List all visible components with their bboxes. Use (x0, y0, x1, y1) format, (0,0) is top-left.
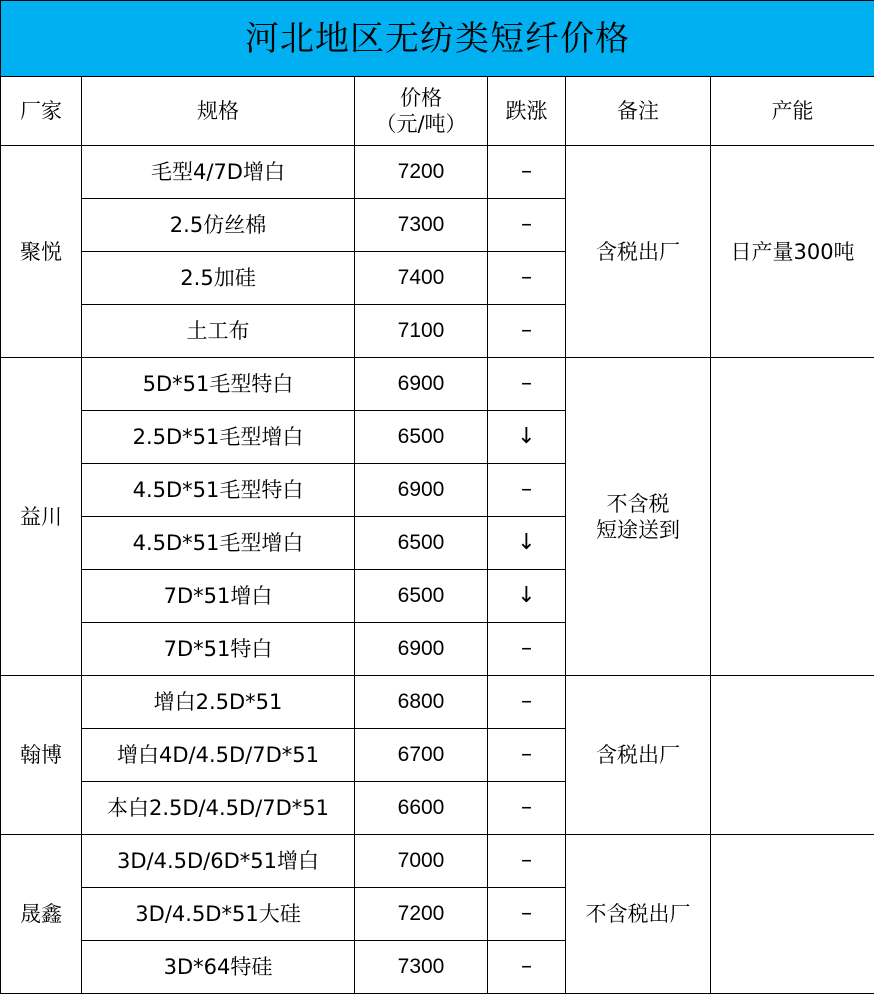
price-cell: 7100 (355, 305, 488, 358)
spec-cell: 3D/4.5D*51大硅 (82, 888, 355, 941)
table-row (1, 358, 874, 411)
capacity-cell (711, 676, 874, 835)
change-cell: – (488, 623, 566, 676)
price-cell: 7300 (355, 199, 488, 252)
price-cell: 6800 (355, 676, 488, 729)
maker-cell: 晟鑫 (1, 835, 82, 994)
spec-cell: 毛型4/7D增白 (82, 146, 355, 199)
header-note: 备注 (566, 77, 711, 146)
table-title: 河北地区无纺类短纤价格 (1, 1, 874, 77)
table-row (1, 835, 874, 888)
header-change: 跌涨 (488, 77, 566, 146)
change-cell: – (488, 146, 566, 199)
price-cell: 7200 (355, 146, 488, 199)
header-maker: 厂家 (1, 77, 82, 146)
change-cell: ↓ (488, 517, 566, 570)
spec-cell: 2.5仿丝棉 (82, 199, 355, 252)
spec-cell: 增白4D/4.5D/7D*51 (82, 729, 355, 782)
header-price (355, 77, 488, 146)
header-spec: 规格 (82, 77, 355, 146)
price-cell: 6700 (355, 729, 488, 782)
spec-cell: 2.5D*51毛型增白 (82, 411, 355, 464)
note-cell (566, 835, 711, 994)
note-line: 含税出厂 (596, 743, 680, 767)
change-cell: – (488, 835, 566, 888)
note-cell (566, 676, 711, 835)
maker-cell: 翰博 (1, 676, 82, 835)
header-price-unit: （元/吨） (375, 112, 467, 136)
price-cell: 6900 (355, 623, 488, 676)
spec-cell: 5D*51毛型特白 (82, 358, 355, 411)
change-cell: – (488, 729, 566, 782)
note-line: 不含税出厂 (585, 902, 691, 926)
change-cell: – (488, 305, 566, 358)
change-cell: – (488, 252, 566, 305)
capacity-cell (711, 358, 874, 676)
spec-cell: 7D*51特白 (82, 623, 355, 676)
maker-cell: 聚悦 (1, 146, 82, 358)
header-capacity: 产能 (711, 77, 874, 146)
spec-cell: 7D*51增白 (82, 570, 355, 623)
price-cell: 7000 (355, 835, 488, 888)
header-price-label: 价格 (400, 86, 442, 110)
change-cell: – (488, 941, 566, 994)
price-cell: 6500 (355, 411, 488, 464)
price-cell: 6600 (355, 782, 488, 835)
price-cell: 6500 (355, 570, 488, 623)
spec-cell: 4.5D*51毛型特白 (82, 464, 355, 517)
price-cell: 6900 (355, 358, 488, 411)
spec-cell: 增白2.5D*51 (82, 676, 355, 729)
spec-cell: 3D/4.5D/6D*51增白 (82, 835, 355, 888)
change-cell: – (488, 358, 566, 411)
capacity-cell: 日产量300吨 (711, 146, 874, 358)
spec-cell: 4.5D*51毛型增白 (82, 517, 355, 570)
spec-cell: 3D*64特硅 (82, 941, 355, 994)
capacity-cell (711, 835, 874, 994)
table-row (1, 676, 874, 729)
note-line: 含税出厂 (596, 239, 680, 264)
price-cell: 7200 (355, 888, 488, 941)
spec-cell: 2.5加硅 (82, 252, 355, 305)
change-cell: – (488, 782, 566, 835)
change-cell: – (488, 199, 566, 252)
note-cell (566, 146, 711, 358)
price-cell: 6900 (355, 464, 488, 517)
note-line: 短途送到 (596, 517, 680, 542)
price-cell: 7400 (355, 252, 488, 305)
note-line: 不含税 (606, 491, 670, 516)
spec-cell: 本白2.5D/4.5D/7D*51 (82, 782, 355, 835)
change-cell: – (488, 676, 566, 729)
change-cell: – (488, 888, 566, 941)
header-row (1, 77, 874, 146)
spec-cell: 土工布 (82, 305, 355, 358)
change-cell: ↓ (488, 570, 566, 623)
title-row (1, 1, 874, 77)
change-cell: ↓ (488, 411, 566, 464)
table-row (1, 146, 874, 199)
price-cell: 6500 (355, 517, 488, 570)
change-cell: – (488, 464, 566, 517)
price-cell: 7300 (355, 941, 488, 994)
maker-cell: 益川 (1, 358, 82, 676)
note-cell (566, 358, 711, 676)
